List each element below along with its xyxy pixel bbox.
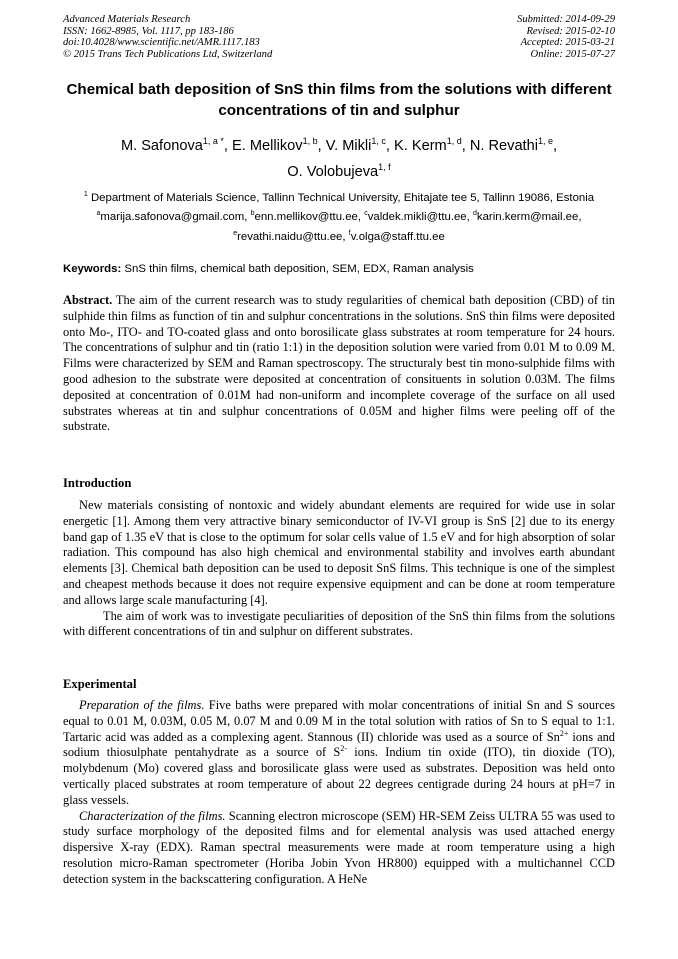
subsection-label: Preparation of the films bbox=[79, 698, 202, 712]
journal-info bbox=[63, 14, 272, 60]
abstract-text: The aim of the current research was to study regularities of chemical bath deposition (CBD) of tin sulphide thin films as function of tin and sulphur concentrations in the solutions. SnS thin films were deposited onto Mo-, ITO- and TO-coated glass and onto borosilicate glass substrates at room temperature for 24 hours. The concentrations of sulphur and tin (ratio 1:1) in the deposition solution were varied from 0.01 M to 0.09 M. Films were characterized by SEM and Raman spectroscopy. The structuraly best tin mono-sulphide films with good adhesion to the substrate were deposited at concentration of consituents in solution 0.03M. The films deposited at concentration of 0.01M had non-uniform and incomplete coverage of the surface on all used substrates whereas at tin and sulphur concentrations of 0.05M and higher films were peeling off of the substrate. bbox=[63, 293, 615, 434]
author: E. Mellikov$^{1, b}$ bbox=[232, 136, 318, 154]
submission-dates bbox=[517, 14, 615, 60]
section-heading-experimental: Experimental bbox=[63, 677, 137, 691]
journal-name: Advanced Materials Research bbox=[63, 14, 191, 25]
email: $^f$v.olga@staff.ttu.ee bbox=[348, 229, 445, 243]
date-online: Online: 2015-07-27 bbox=[530, 48, 615, 60]
affiliation: $^1$ Department of Materials Science, Tallinn Technical University, Ehitajate tee 5, Tallinn 19086, Estonia bbox=[83, 191, 595, 204]
keywords-label: Keywords: bbox=[63, 263, 122, 275]
paragraph: Characterization of the films. Scanning electron microscope (SEM) HR-SEM Zeiss ULTRA 55 was used to study surface morphology of the deposited films and for elemental analysis was used attached energy dispersive X-ray (EDX). Raman spectral measurements were made at room temperature using a high resolution micro-Raman spectrometer (Horiba Jobin Yvon HR800) equipped with a multichannel CCD detection system in the backscattering configuration. A HeNe bbox=[63, 808, 616, 886]
keywords bbox=[63, 262, 615, 277]
paragraph: New materials consisting of nontoxic and widely abundant elements are required for wide use in solar energetic [1]. Among them very attractive binary semiconductor of IV-VI group is SnS [2] due to its energy band gap of 1.35 eV that is close to the optimum for solar cells value of 1.5 eV and for high absorption of solar radiation. This compound has also high chemical and environmental stability and involves earth abundant elements [3]. Chemical bath deposition can be used to deposit SnS films. This technique is one of the simplest and cheapest methods because it does not require expensive equipment and can be done at room temperature and allows large scale manufacturing [4]. bbox=[63, 498, 615, 607]
email: $^d$karin.kerm@mail.ee bbox=[473, 210, 579, 224]
affiliation-block bbox=[63, 187, 615, 245]
author: N. Revathi$^{1, e}$ bbox=[469, 136, 553, 154]
author: M. Safonova$^{1, a *}$ bbox=[120, 136, 224, 154]
date-revised: Revised: 2015-02-10 bbox=[526, 25, 615, 37]
abstract bbox=[63, 293, 615, 435]
author: V. Mikli$^{1, c}$ bbox=[325, 136, 386, 154]
date-submitted: Submitted: 2014-09-29 bbox=[517, 14, 615, 25]
author: O. Volobujeva$^{1, f}$ bbox=[287, 161, 391, 180]
paragraph: The aim of work was to investigate peculiarities of deposition of the SnS thin films from the solutions with different concentrations of tin and sulphur on different substrates. bbox=[63, 608, 615, 639]
author-emails: $^a$marija.safonova@gmail.com, $^b$enn.mellikov@ttu.ee, $^c$valdek.mikli@ttu.ee, $^d$karin.kerm@mail.ee, $^e$revathi.naidu@ttu.ee, $^f$v.olga@staff.ttu.ee bbox=[96, 210, 582, 243]
email: $^c$valdek.mikli@ttu.ee bbox=[364, 210, 467, 224]
subsection-label: Characterization of the films. bbox=[79, 808, 226, 823]
abstract-label: Abstract. bbox=[63, 293, 113, 307]
section-heading-introduction: Introduction bbox=[63, 476, 132, 490]
paper-title: Chemical bath deposition of SnS thin films from the solutions with different concentrations of tin and sulphur bbox=[66, 81, 612, 119]
experimental-body bbox=[63, 698, 615, 888]
introduction-body bbox=[63, 498, 615, 640]
paragraph: Preparation of the films. Five baths were prepared with molar concentrations of initial Sn and S sources equal to 0.01 M, 0.03M, 0.05 M, 0.07 M and 0.09 M in the total solution with ratios of Sn to S equal to 1:1. Tartaric acid was added as a complexing agent. Stannous (II) chloride was used as a source of $Sn^{2+}$ ions and sodium thiosulphate pentahydrate as a source of $S^{2-}$ ions. Indium tin oxide (ITO), tin dioxide (TO), molybdenum (Mo) covered glass and borosilicate glass were used as substrates. Deposition was held onto vertically placed substrates at room temperature of about 22 degrees centigrade during 24 hours at pH=7 in glass vessels. bbox=[63, 698, 616, 807]
author: K. Kerm$^{1, d}$ bbox=[394, 136, 462, 154]
keywords-text: SnS thin films, chemical bath deposition, SEM, EDX, Raman analysis bbox=[124, 263, 474, 275]
journal-copyright: © 2015 Trans Tech Publications Ltd, Switzerland bbox=[63, 48, 273, 60]
date-accepted: Accepted: 2015-03-21 bbox=[520, 37, 615, 49]
email: $^b$enn.mellikov@ttu.ee bbox=[250, 210, 358, 224]
email: $^e$revathi.naidu@ttu.ee bbox=[233, 229, 343, 243]
author-list: M. Safonova$^{1, a *}$, E. Mellikov$^{1, b}$, V. Mikli$^{1, c}$, K. Kerm$^{1, d}$, N. Revathi$^{1, e}$, O. Volobujeva$^{1, f}$ bbox=[120, 136, 558, 180]
journal-doi: doi:10.4028/www.scientific.net/AMR.1117.183 bbox=[63, 37, 260, 49]
journal-issn: ISSN: 1662-8985, Vol. 1117, pp 183-186 bbox=[63, 25, 234, 37]
email: $^a$marija.safonova@gmail.com bbox=[96, 210, 245, 224]
